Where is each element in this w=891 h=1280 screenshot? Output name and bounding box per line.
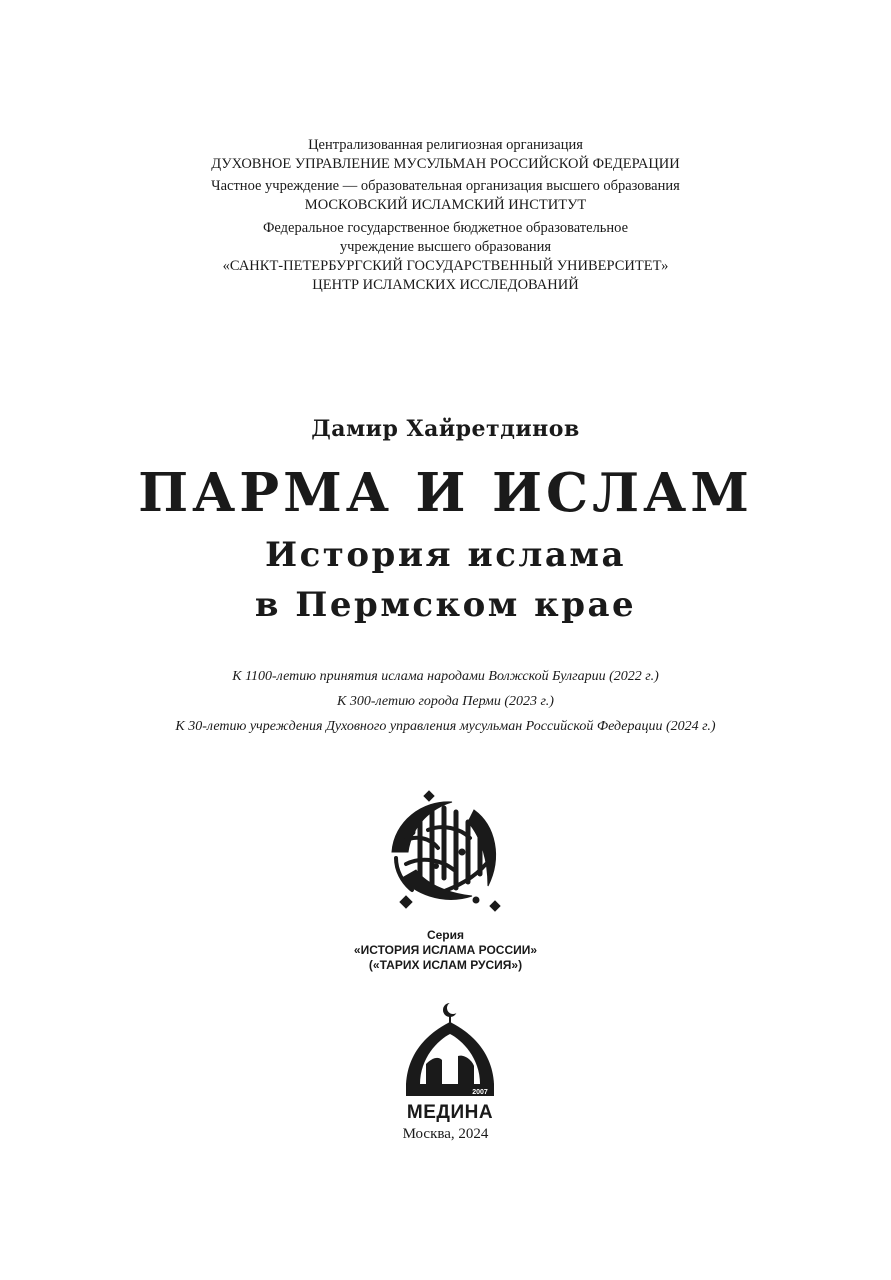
subtitle-line-1: История ислама	[264, 535, 626, 575]
organization-moscow-islamic-institute	[0, 177, 891, 215]
org-line: МОСКОВСКИЙ ИСЛАМСКИЙ ИНСТИТУТ	[304, 197, 587, 213]
crescent-icon	[443, 1002, 459, 1023]
org-line: «САНКТ-ПЕТЕРБУРГСКИЙ ГОСУДАРСТВЕННЫЙ УНИВЕРСИТЕТ»	[222, 258, 669, 274]
year-badge: 2007	[472, 1089, 488, 1096]
organization-spbu	[0, 219, 891, 295]
org-line: ЦЕНТР ИСЛАМСКИХ ИССЛЕДОВАНИЙ	[312, 277, 579, 293]
publisher-name: МЕДИНА	[406, 1102, 494, 1123]
organization-dum-rf	[0, 136, 891, 174]
book-title: ПАРМА И ИСЛАМ	[138, 462, 753, 524]
publisher-logo-icon	[398, 1000, 502, 1124]
dome-icon	[406, 1022, 494, 1096]
dedication-line: К 1100-летию принятия ислама народами Волжской Булгарии (2022 г.)	[232, 669, 659, 684]
book-subtitle	[0, 530, 891, 630]
imprint-city-year: Москва, 2024	[402, 1126, 489, 1142]
org-line: учреждение высшего образования	[339, 239, 552, 255]
dedication-line: К 300-летию города Перми (2023 г.)	[337, 694, 554, 709]
org-line: ДУХОВНОЕ УПРАВЛЕНИЕ МУСУЛЬМАН РОССИЙСКОЙ ФЕДЕРАЦИИ	[211, 156, 680, 172]
series-alt-name: («ТАРИХ ИСЛАМ РУСИЯ»)	[368, 958, 523, 972]
subtitle-line-2: в Пермском крае	[254, 585, 637, 625]
dedication-line: К 30-летию учреждения Духовного управления мусульман Российской Федерации (2024 г.)	[175, 719, 716, 734]
series-label: Серия	[426, 928, 465, 942]
dedications	[0, 664, 891, 739]
org-line: Частное учреждение — образовательная организация высшего образования	[211, 178, 680, 194]
org-line: Централизованная религиозная организация	[308, 137, 583, 153]
series-name: «ИСТОРИЯ ИСЛАМА РОССИИ»	[353, 943, 538, 957]
org-line: Федеральное государственное бюджетное образовательное	[262, 220, 629, 236]
calligraphy-emblem-icon	[372, 782, 512, 922]
author-name: Дамир Хайретдинов	[311, 416, 580, 442]
series-block	[0, 928, 891, 973]
